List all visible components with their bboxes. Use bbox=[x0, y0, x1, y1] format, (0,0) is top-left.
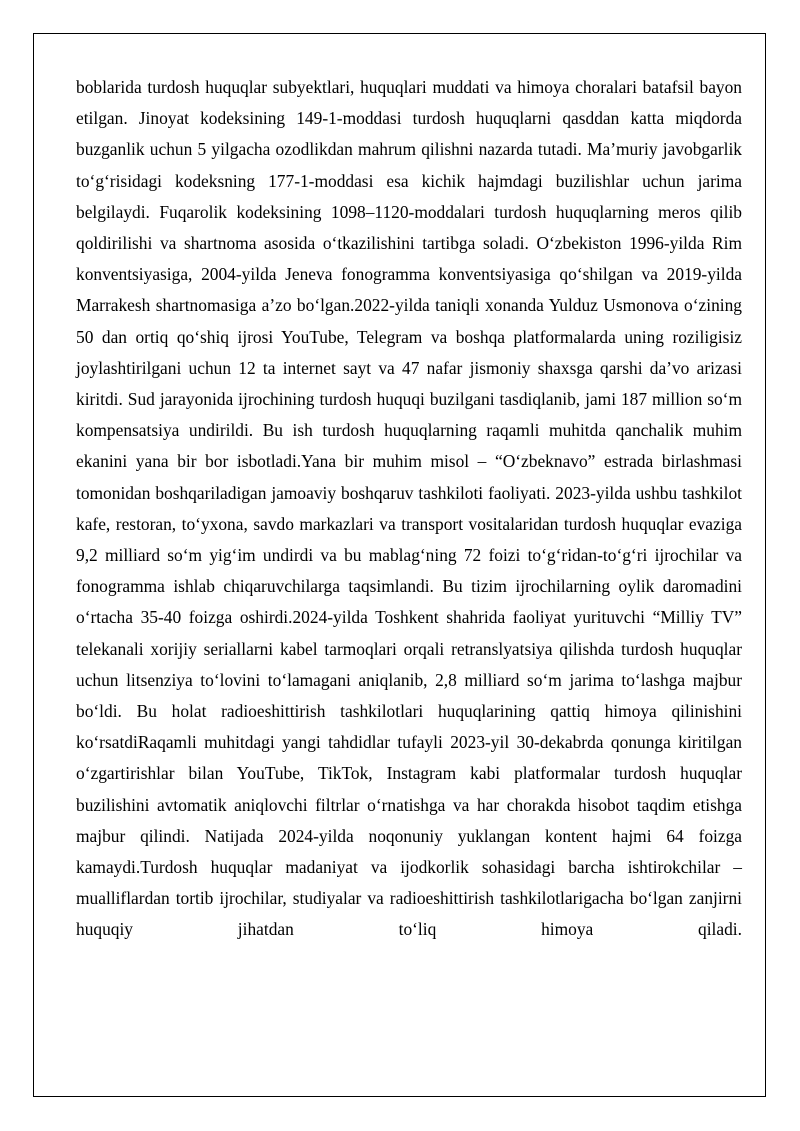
body-paragraph: boblarida turdosh huquqlar subyektlari, huquqlari muddati va himoya choralari batafsil bayon etilgan. Jinoyat kodeksining 149-1-moddasi turdosh huquqlarni qasddan katta miqdorda buzganlik uchun 5 yilgacha ozodlikdan mahrum qilishni nazarda tutadi. Ma’muriy javobgarlik to‘g‘risidagi kodeksning 177-1-moddasi esa kichik hajmdagi buzilishlar uchun jarima belgilaydi. Fuqarolik kodeksining 1098–1120-moddalari turdosh huquqlarning meros qilib qoldirilishi va shartnoma asosida o‘tkazilishini tartibga soladi. O‘zbekiston 1996-yilda Rim konventsiyasiga, 2004-yilda Jeneva fonogramma konventsiyasiga qo‘shilgan va 2019-yilda Marrakesh shartnomasiga a’zo bo‘lgan.2022-yilda taniqli xonanda Yulduz Usmonova o‘zining 50 dan ortiq qo‘shiq ijrosi YouTube, Telegram va boshqa platformalarda uning roziligisiz joylashtirilgani uchun 12 ta internet sayt va 47 nafar jismoniy shaxsga qarshi da’vo arizasi kiritdi. Sud jarayonida ijrochining turdosh huquqi buzilgani tasdiqlanib, jami 187 million so‘m kompensatsiya undirildi. Bu ish turdosh huquqlarning raqamli muhitda qanchalik muhim ekanini yana bir bor isbotladi.Yana bir muhim misol – “O‘zbeknavo” estrada birlashmasi tomonidan boshqariladigan jamoaviy boshqaruv tashkiloti faoliyati. 2023-yilda ushbu tashkilot kafe, restoran, to‘yxona, savdo markazlari va transport vositalaridan turdosh huquqlar evaziga 9,2 milliard so‘m yig‘im undirdi va bu mablag‘ning 72 foizi to‘g‘ridan-to‘g‘ri ijrochilar va fonogramma ishlab chiqaruvchilarga taqsimlandi. Bu tizim ijrochilarning oylik daromadini o‘rtacha 35-40 foizga oshirdi.2024-yilda Toshkent shahrida faoliyat yurituvchi “Milliy TV” telekanali xorijiy seriallarni kabel tarmoqlari orqali retranslyatsiya qilishda turdosh huquqlar uchun litsenziya to‘lovini to‘lamagani aniqlanib, 2,8 milliard so‘m jarima to‘lashga majbur bo‘ldi. Bu holat radioeshittirish tashkilotlari huquqlarining qattiq himoya qilinishini ko‘rsatdiRaqamli muhitdagi yangi tahdidlar tufayli 2023-yil 30-dekabrda qonunga kiritilgan o‘zgartirishlar bilan YouTube, TikTok, Instagram kabi platformalar turdosh huquqlar buzilishini avtomatik aniqlovchi filtrlar o‘rnatishga va har chorakda hisobot taqdim etishga majbur qilindi. Natijada 2024-yilda noqonuniy yuklangan kontent hajmi 64 foizga kamaydi.Turdosh huquqlar madaniyat va ijodkorlik sohasidagi barcha ishtirokchilar – mualliflardan tortib ijrochilar, studiyalar va radioeshittirish tashkilotlarigacha bo‘lgan zanjirni huquqiy jihatdan to‘liq himoya qiladi. bbox=[76, 77, 742, 940]
